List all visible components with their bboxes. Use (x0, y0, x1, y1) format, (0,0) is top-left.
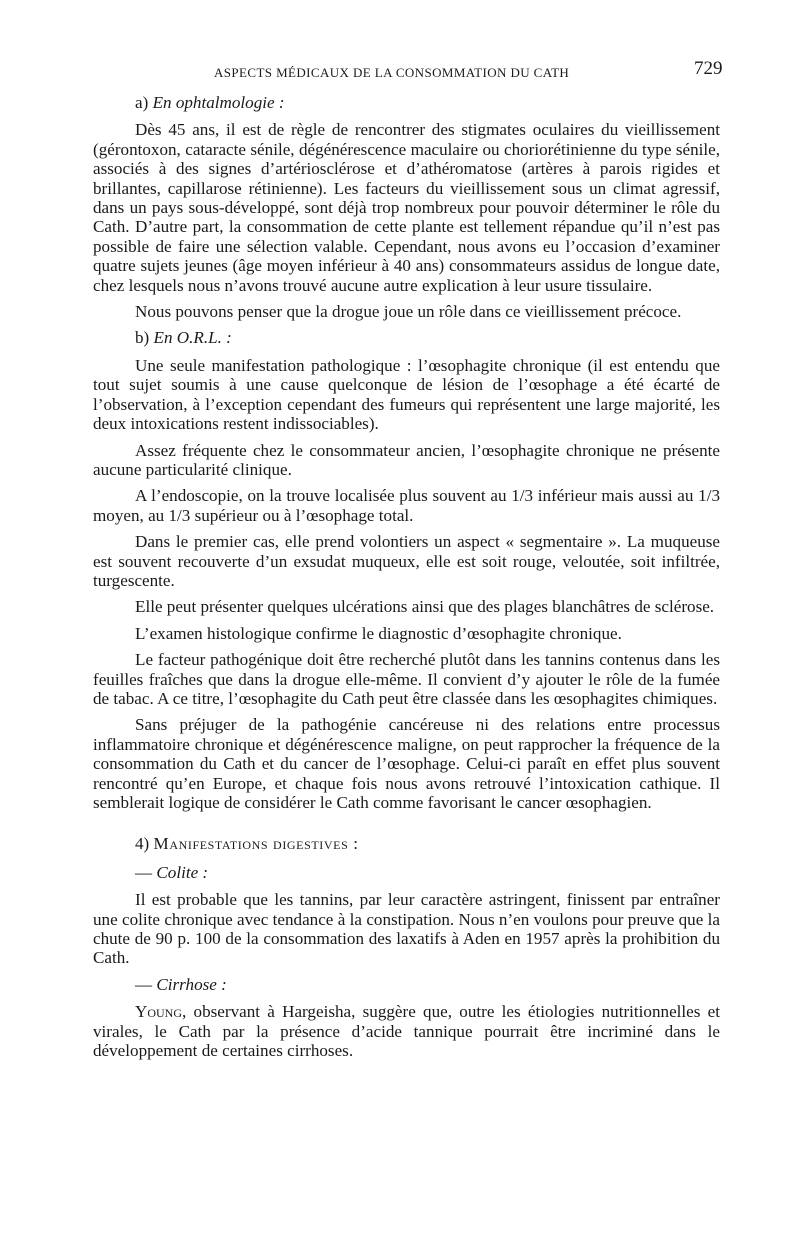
paragraph: A l’endoscopie, on la trouve localisée plus souvent au 1/3 inférieur mais aussi au 1/3 moyen, au 1/3 supérieur ou à l’œsophage total. (93, 486, 720, 525)
paragraph: Assez fréquente chez le consommateur ancien, l’œsophagite chronique ne présente aucune particularité clinique. (93, 440, 720, 479)
subheading-orl (93, 328, 720, 347)
subheading-label: a) (135, 93, 149, 112)
subheading-title: Colite : (156, 862, 209, 882)
author-name: Young (135, 1002, 183, 1022)
subheading-colite (93, 863, 720, 882)
paragraph: Dans le premier cas, elle prend volontiers un aspect « segmentaire ». La muqueuse est souvent recouverte d’un exsudat muqueux, elle est soit rouge, veloutée, soit infiltrée, turgescente. (93, 532, 720, 590)
subheading-title: En ophtalmologie : (152, 93, 285, 112)
running-header (0, 58, 800, 86)
page-number: 729 (694, 58, 723, 79)
subheading-title: Cirrhose : (156, 974, 227, 994)
paragraph: Il est probable que les tannins, par leur caractère astringent, finissent par entraîner une colite chronique avec tendance à la constipation. Nous n’en voulons pour preuve que la chute de 90 p. 100 de la consommation des laxatifs à Aden en 1957 après la prohibition du Cath. (93, 890, 720, 968)
paragraph: Une seule manifestation pathologique : l’œsophagite chronique (il est entendu que tout sujet soumis à une cause quelconque de lésion de l’œsophage a été écarté de l’observation, à l’exception cependant des fumeurs qui représentent une large majorité, les deux intoxications restent indissociables). (93, 355, 720, 434)
page-body (93, 93, 720, 1067)
section-title: Manifestations digestives : (153, 834, 359, 854)
section-heading-digestives (93, 834, 720, 853)
subheading-title: En O.R.L. : (153, 328, 232, 348)
subheading-dash: — (135, 862, 153, 882)
paragraph: Le facteur pathogénique doit être recherché plutôt dans les tannins contenus dans les feuilles fraîches que dans la drogue elle-même. Il convient d’y ajouter le rôle de la fumée de tabac. A ce titre, l’œsophagite du Cath peut être classée dans les œsophagites chimiques. (93, 650, 720, 708)
paragraph: L’examen histologique confirme le diagnostic d’œsophagite chronique. (135, 623, 622, 643)
paragraph: Sans préjuger de la pathogénie cancéreuse ni des relations entre processus inflammatoire chronique et dégénérescence maligne, on peut rapprocher la fréquence de la consommation du Cath et du cancer de l’œsophage. Celui-ci paraît en effet plus souvent rencontré qu’en Europe, et chaque fois nous avons retrouvé l’intoxication cathique. Il semblerait logique de considérer le Cath comme favorisant le cancer œsophagien. (93, 715, 720, 812)
running-title: ASPECTS MÉDICAUX DE LA CONSOMMATION DU CATH (214, 65, 570, 80)
section-number: 4) (135, 834, 150, 854)
subheading-dash: — (135, 974, 153, 994)
paragraph: Dès 45 ans, il est de règle de rencontrer des stigmates oculaires du vieillissement (gérontoxon, cataracte sénile, dégénérescence maculaire ou choriorétinienne du type sénile, associés à des signes d’artériosclérose et d’athéromatose (artères à parois rigides et brillantes, capillarose rétinienne). Les facteurs du vieillissement sous un climat agressif, dans un pays sous-développé, sont déjà trop nombreux pour pouvoir déterminer le rôle du Cath. D’autre part, la consommation de cette plante est tellement répandue qu’il n’est pas possible de faire une sélection valable. Cependant, nous avons eu l’occasion d’examiner quatre sujets jeunes (âge moyen inférieur à 40 ans) consommateurs assidus de longue date, chez lesquels nous n’avons trouvé aucune autre explication à leur usure tissulaire. (93, 120, 720, 295)
subheading-ophtalmologie (93, 93, 720, 112)
subheading-label: b) (135, 328, 150, 348)
paragraph (93, 1002, 720, 1060)
paragraph: Elle peut présenter quelques ulcérations ainsi que des plages blanchâtres de sclérose. (135, 597, 715, 617)
subheading-cirrhose (93, 975, 720, 994)
paragraph-text: , observant à Hargeisha, suggère que, outre les étiologies nutritionnelles et virales, le Cath par la présence d’acide tannique pourrait être incriminé dans le développement de certaines cirrhoses. (93, 1002, 720, 1061)
paragraph: Nous pouvons penser que la drogue joue un rôle dans ce vieillissement précoce. (135, 302, 682, 322)
